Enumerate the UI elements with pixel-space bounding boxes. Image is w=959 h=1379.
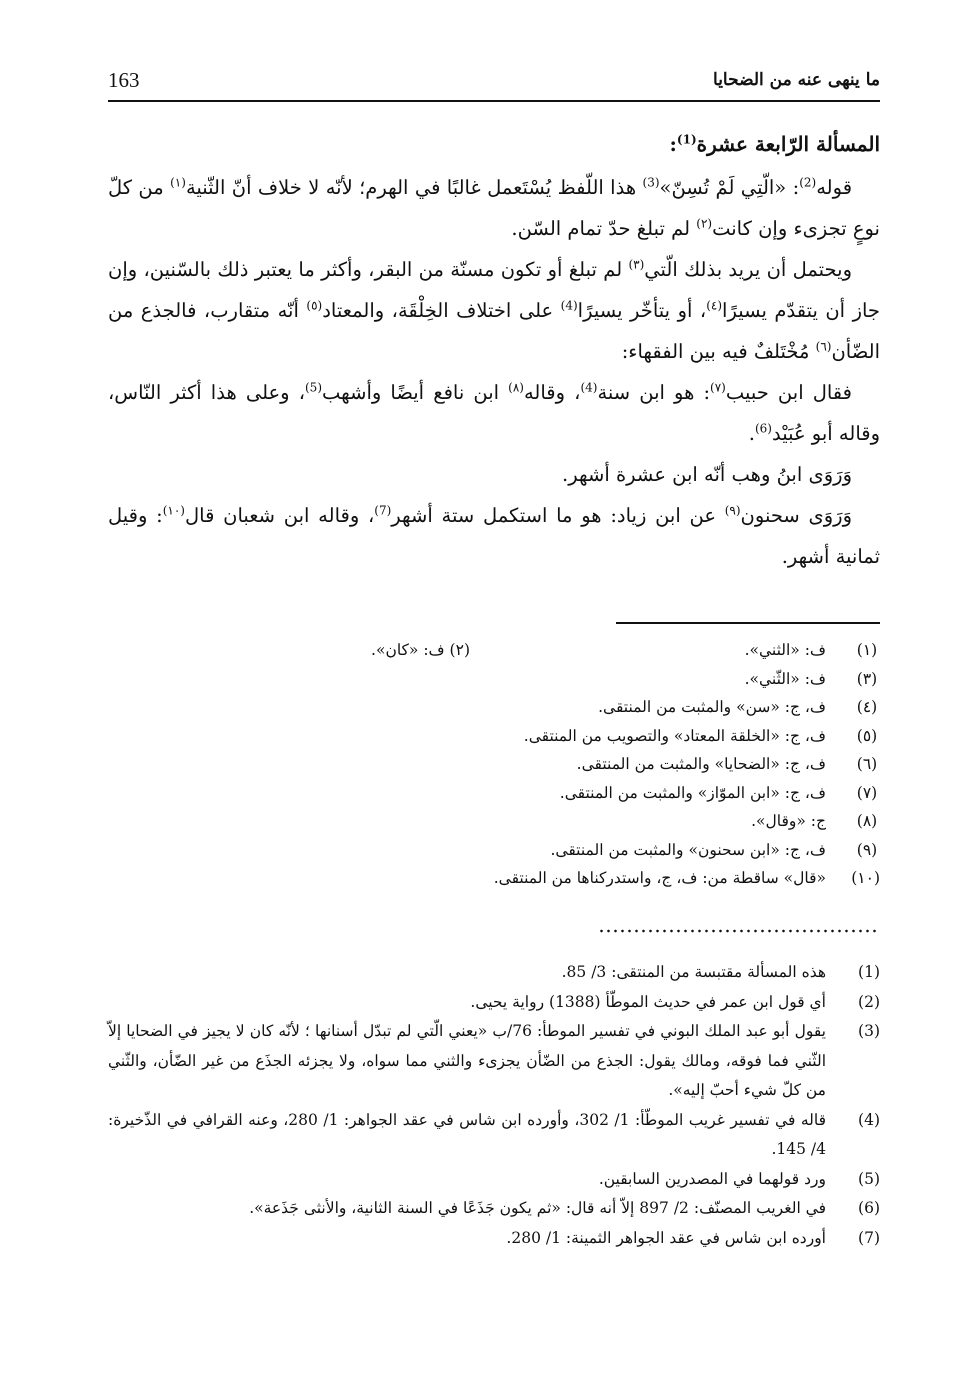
variant-note: (١٠) «قال» ساقطة من: ف، ج، واستدركناها من المنتقى. bbox=[493, 869, 880, 887]
paragraph-5: وَرَوَى سحنون$^{(٩)}$ عن ابن زياد: هو ما استكمل ستة أشهر$^{(7)}$، وقاله ابن شعبان قال$^{(١٠)}$: وقيل ثمانية أشهر. bbox=[108, 503, 880, 568]
footnote: (5) ورد قولهما في المصدرين السابقين. bbox=[598, 1169, 880, 1188]
variant-note: (٣) ف: «الثّني». bbox=[744, 669, 878, 688]
variant-note: (١) ف: «الثني». (٢) ف: «كان». bbox=[371, 641, 878, 659]
footnotes bbox=[108, 958, 880, 1253]
footnote: (6) في الغريب المصنّف: 2/ 897 إلاّ أنه قال: «ثم يكون جَذَعًا في السنة الثانية، والأنثى جَذَعة». bbox=[249, 1199, 880, 1217]
variant-note: (٤) ف، ج: «سن» والمثبت من المنتقى. bbox=[598, 698, 878, 716]
variant-note: (٩) ف، ج: «ابن سحنون» والمثبت من المنتقى. bbox=[550, 840, 878, 859]
paragraph-4: وَرَوَى ابنُ وهب أنّه ابن عشرة أشهر. bbox=[562, 463, 852, 486]
page-number: 163 bbox=[108, 68, 140, 92]
paragraph-2: ويحتمل أن يريد بذلك الّتي$^{(٣)}$ لم تبلغ أو تكون مسنّة من البقر، وأكثر ما يعتبر ذلك بالسّنين، وإن جاز أن يتقدّم يسيرًا$^{(٤)}$، أو يتأخّر يسيرًا$^{(4)}$ على اختلاف الخِلْقَة، والمعتاد$^{(٥)}$ أنّه متقارب، فالجذع من الضّأن$^{(٦)}$ مُخْتَلفٌ فيه بين الفقهاء: bbox=[108, 257, 880, 363]
running-title: ما ينهى عنه من الضحايا bbox=[713, 70, 880, 90]
variant-note: (٥) ف، ج: «الخلقة المعتاد» والتصويب من المنتقى. bbox=[523, 726, 878, 745]
footnote: (4) قاله في تفسير غريب الموطّأ: 1/ 302، وأورده ابن شاس في عقد الجواهر: 1/ 280، وعنه القرافي في الذّخيرة: 4/ 145. bbox=[108, 1110, 880, 1158]
footnote-ref: (1) bbox=[676, 132, 697, 147]
variant-note: (٧) ف، ج: «ابن الموّاز» والمثبت من المنتقى. bbox=[559, 783, 878, 802]
variant-note: (٨) ج: «وقال». bbox=[751, 812, 878, 830]
paragraph-3: فقال ابن حبيب$^{(٧)}$: هو ابن سنة$^{(4)}$، وقاله$^{(٨)}$ ابن نافع أيضًا وأشهب$^{(5)}$، وعلى هذا أكثر النّاس، وقاله أبو عُبَيْد$^{(6)}$. bbox=[108, 380, 880, 445]
footnote: (3) يقول أبو عبد الملك البوني في تفسير الموطأ: 76/ب «يعني الّتي لم تبدّل أسنانها ؛ لأنّه كان لا يجيز في الضحايا إلاّ الثّني فما فوقه، ومالك يقول: الجذع من الضّأن يجزىء والثني مما سواه، ولا يجزئه الجذَع من غير الضّأن، والثّني من كلّ شيء أحبّ إليه». bbox=[108, 1022, 880, 1099]
footnotes-separator bbox=[598, 928, 880, 934]
variant-notes-separator bbox=[616, 622, 880, 624]
footnote: (2) أي قول ابن عمر في حديث الموطّأ (1388) رواية يحيى. bbox=[470, 992, 880, 1011]
page-header bbox=[108, 60, 880, 102]
variant-notes bbox=[108, 636, 880, 893]
section-heading: المسألة الرّابعة عشرة$^{(1)}$: bbox=[669, 132, 880, 156]
paragraph-1: قوله$^{(2)}$: «الّتِي لَمْ تُسِنّ»$^{(3)}$ هذا اللّفظ يُسْتَعمل غالبًا في الهرم؛ لأنّه لا خلاف أنّ الثّنية$^{(١)}$ من كلّ نوعٍ تجزىء وإن كانت$^{(٢)}$ لم تبلغ حدّ تمام السّن. bbox=[108, 175, 880, 240]
footnote: (7) أورده ابن شاس في عقد الجواهر الثمينة: 1/ 280. bbox=[506, 1228, 880, 1247]
main-text bbox=[108, 124, 880, 577]
variant-note: (٦) ف، ج: «الضحايا» والمثبت من المنتقى. bbox=[576, 755, 878, 773]
footnote: (1) هذه المسألة مقتبسة من المنتقى: 3/ 85. bbox=[561, 963, 880, 981]
